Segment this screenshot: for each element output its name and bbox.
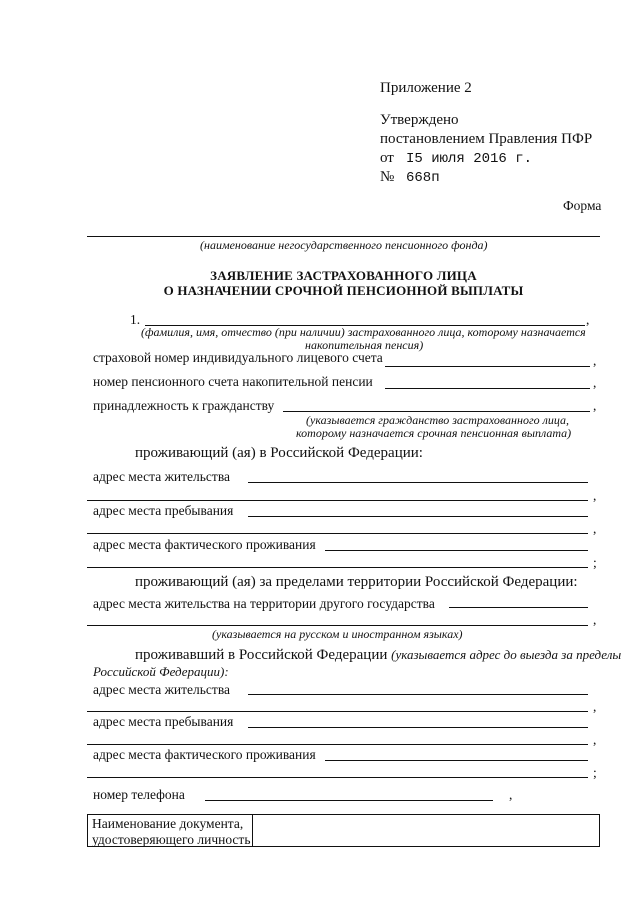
identity-document-table <box>87 814 600 847</box>
prev-stay-line-2[interactable] <box>87 744 588 745</box>
previously-rf-heading <box>135 647 621 664</box>
rf-stay-label: адрес места пребывания <box>93 503 234 518</box>
rf-stay-line-2[interactable] <box>87 533 588 534</box>
residing-abroad-heading: проживающий (ая) за пределами территории Российской Федерации: <box>135 574 578 590</box>
pension-account-comma: , <box>593 375 597 390</box>
full-name-caption-2: накопительная пенсия) <box>305 338 424 352</box>
prev-residence-line-2[interactable] <box>87 711 588 712</box>
prev-residence-line-1[interactable] <box>248 694 588 695</box>
previously-rf-heading-note-2: Российской Федерации): <box>93 664 229 679</box>
citizenship-caption-2: которому назначается срочная пенсионная выплата) <box>296 426 572 440</box>
date-prefix: от <box>380 150 394 166</box>
prev-residence-label: адрес места жительства <box>93 682 231 697</box>
rf-actual-line-1[interactable] <box>325 550 588 551</box>
snils-line[interactable] <box>385 366 590 367</box>
rf-residence-label: адрес места жительства <box>93 469 231 484</box>
prev-stay-comma: , <box>593 732 597 747</box>
identity-document-label-1: Наименование документа, <box>92 816 244 831</box>
approval-number: 668п <box>406 170 440 186</box>
resolution-label: постановлением Правления ПФР <box>380 131 593 147</box>
prev-actual-line-1[interactable] <box>325 760 588 761</box>
rf-stay-comma: , <box>593 521 597 536</box>
rf-residence-comma: , <box>593 488 597 503</box>
full-name-comma: , <box>586 312 590 327</box>
citizenship-caption-1: (указывается гражданство застрахованного лица, <box>306 413 570 427</box>
rf-actual-semicolon: ; <box>593 555 597 570</box>
identity-document-label-2: удостоверяющего личность <box>92 832 251 847</box>
prev-stay-label: адрес места пребывания <box>93 714 234 729</box>
rf-residence-line-1[interactable] <box>248 482 588 483</box>
abroad-residence-label: адрес места жительства на территории другого государства <box>93 596 435 611</box>
prev-actual-semicolon: ; <box>593 765 597 780</box>
title-line-2: О НАЗНАЧЕНИИ СРОЧНОЙ ПЕНСИОННОЙ ВЫПЛАТЫ <box>163 283 524 298</box>
rf-actual-line-2[interactable] <box>87 567 588 568</box>
fund-caption: (наименование негосударственного пенсионного фонда) <box>200 238 488 252</box>
pension-account-label: номер пенсионного счета накопительной пенсии <box>93 374 373 389</box>
approved-label: Утверждено <box>380 112 459 128</box>
snils-label: страховой номер индивидуального лицевого счета <box>93 350 383 365</box>
approval-date: I5 июля 2016 г. <box>406 151 533 167</box>
identity-document-label <box>92 816 250 848</box>
abroad-residence-line-1[interactable] <box>449 607 588 608</box>
previously-rf-heading-note: (указывается адрес до выезда за пределы <box>391 647 622 662</box>
table-divider <box>252 815 253 846</box>
abroad-residence-line-2[interactable] <box>87 625 588 626</box>
prev-stay-line-1[interactable] <box>248 727 588 728</box>
citizenship-comma: , <box>593 398 597 413</box>
rf-stay-line-1[interactable] <box>248 516 588 517</box>
rf-actual-label: адрес места фактического проживания <box>93 537 316 552</box>
residing-rf-heading: проживающий (ая) в Российской Федерации: <box>135 445 423 461</box>
prev-actual-line-2[interactable] <box>87 777 588 778</box>
phone-comma: , <box>509 787 513 802</box>
previously-rf-heading-text: проживавший в Российской Федерации <box>135 647 388 663</box>
appendix-label: Приложение 2 <box>380 80 472 96</box>
prev-residence-comma: , <box>593 699 597 714</box>
citizenship-label: принадлежность к гражданству <box>93 398 275 413</box>
section-number: 1. <box>130 312 141 327</box>
abroad-residence-comma: , <box>593 612 597 627</box>
title-line-1: ЗАЯВЛЕНИЕ ЗАСТРАХОВАННОГО ЛИЦА <box>210 268 477 283</box>
form-label: Форма <box>563 198 602 213</box>
snils-comma: , <box>593 353 597 368</box>
phone-label: номер телефона <box>93 787 185 802</box>
pension-account-line[interactable] <box>385 388 590 389</box>
prev-actual-label: адрес места фактического проживания <box>93 747 316 762</box>
full-name-caption-1: (фамилия, имя, отчество (при наличии) застрахованного лица, которому назначается <box>141 325 586 339</box>
fund-name-line[interactable] <box>87 236 600 237</box>
citizenship-line[interactable] <box>283 411 590 412</box>
rf-residence-line-2[interactable] <box>87 500 588 501</box>
phone-line[interactable] <box>205 800 493 801</box>
abroad-caption: (указывается на русском и иностранном языках) <box>212 627 463 641</box>
number-prefix: № <box>380 169 395 185</box>
identity-document-value-cell[interactable] <box>254 815 599 846</box>
